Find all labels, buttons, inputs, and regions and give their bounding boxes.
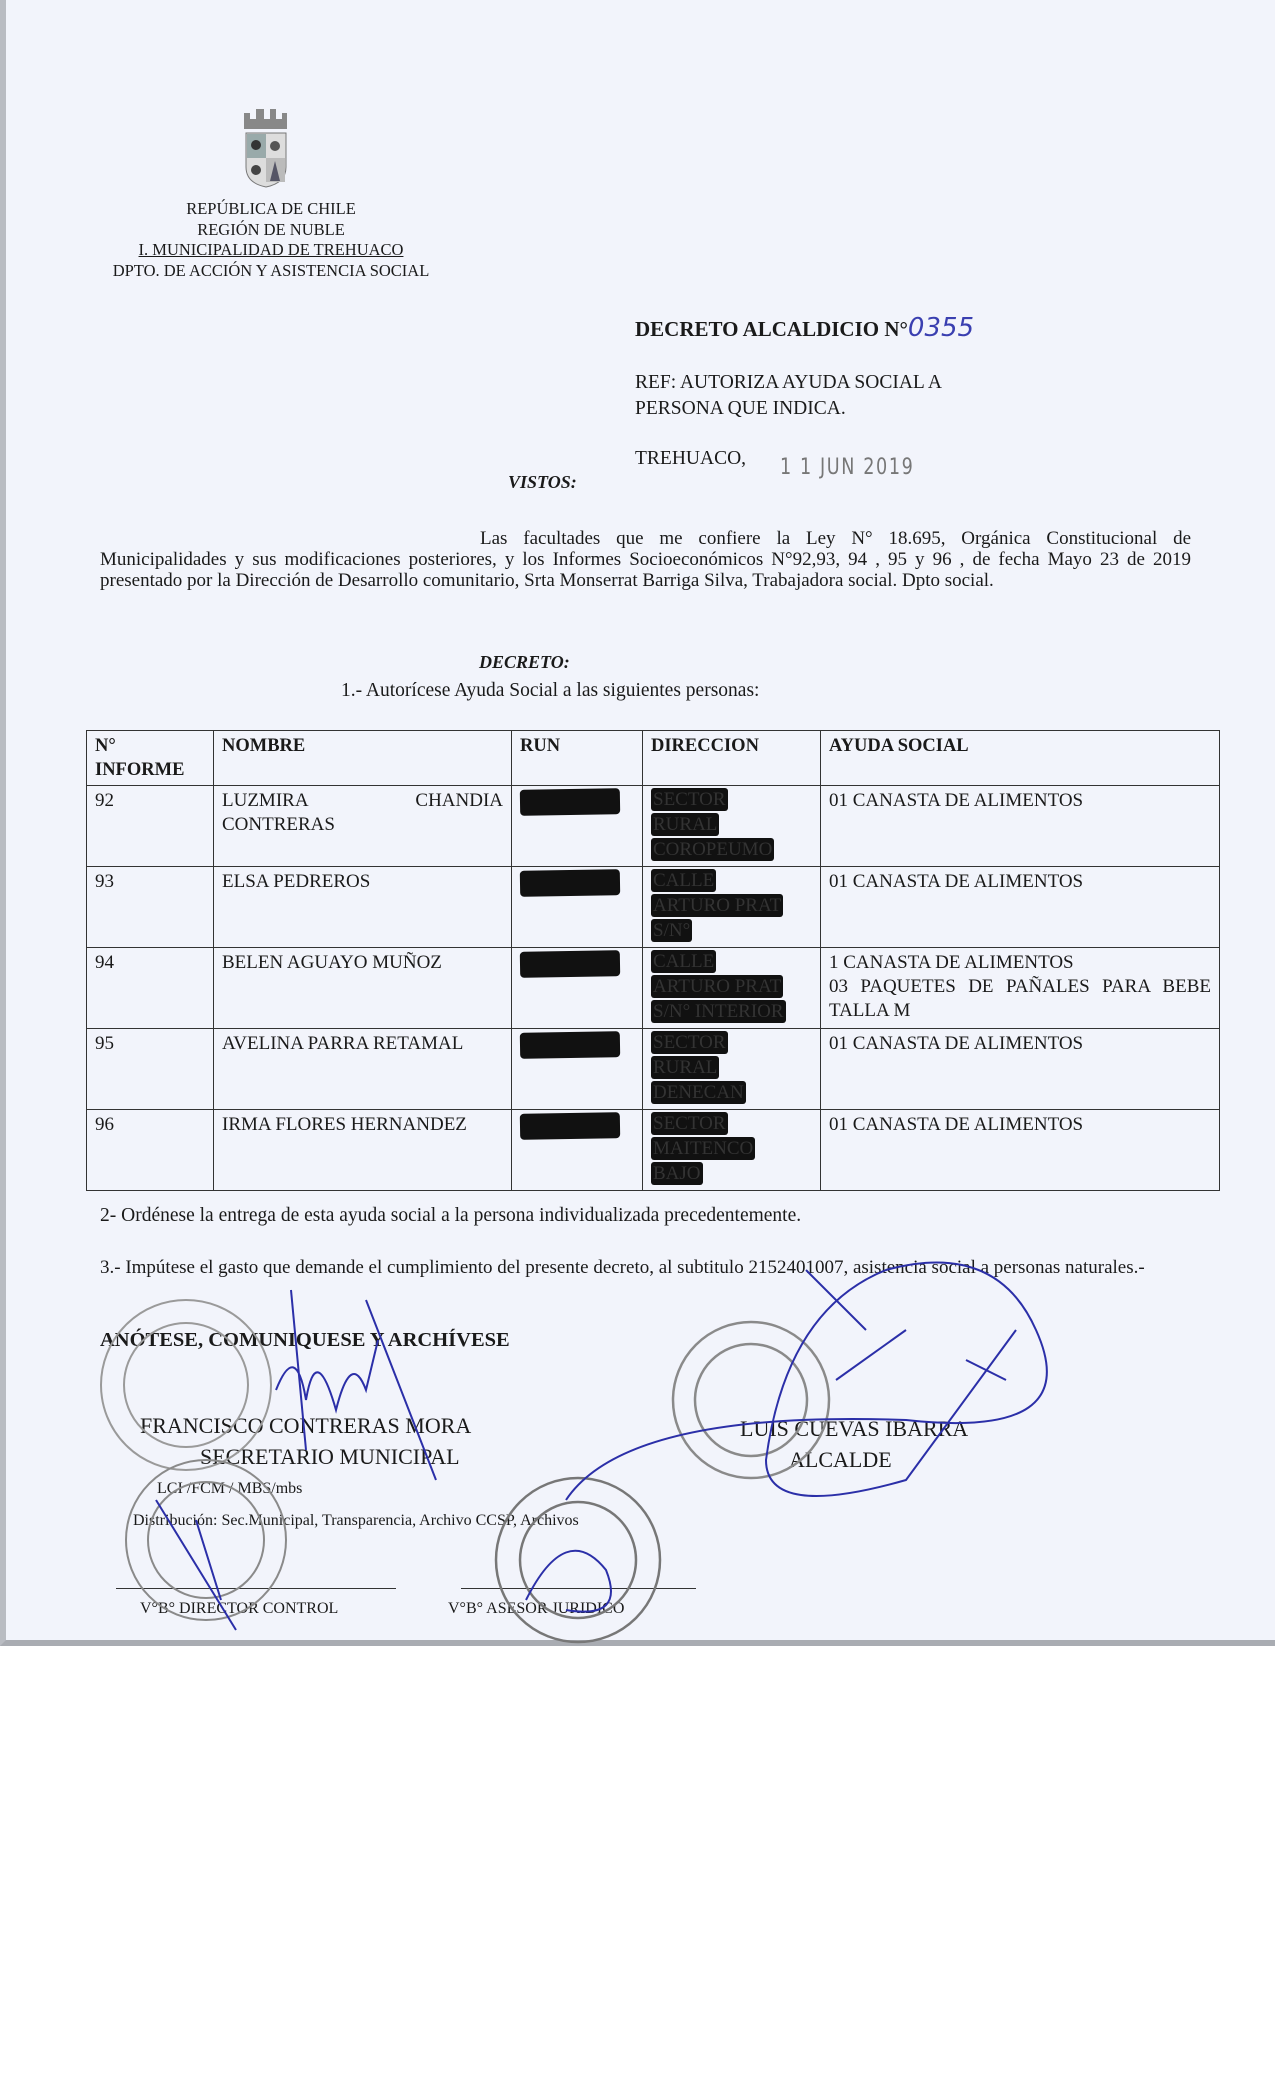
cell-nombre: BELEN AGUAYO MUÑOZ (214, 948, 512, 1029)
redacted-address-line: ARTURO PRAT (653, 895, 782, 916)
cell-ayuda (821, 867, 1220, 948)
letterhead-region: REGIÓN DE NUBLE (197, 219, 345, 239)
control-signature-line (116, 1588, 396, 1589)
col-header-run: RUN (512, 731, 643, 786)
coat-of-arms-logo (240, 107, 290, 189)
aid-item: 01 CANASTA DE ALIMENTOS (829, 1033, 1084, 1054)
redacted-address-line: CALLE (653, 951, 715, 972)
redacted-run (520, 1031, 620, 1059)
cell-informe: 95 (87, 1029, 214, 1110)
redacted-address-line: SECTOR (653, 1113, 726, 1134)
table-row (87, 1110, 1220, 1191)
redacted-address-line: BAJO (653, 1163, 701, 1184)
cell-direccion (643, 1110, 821, 1191)
aid-item: 01 CANASTA DE ALIMENTOS (829, 790, 1084, 811)
cell-informe: 94 (87, 948, 214, 1029)
cell-direccion (643, 1029, 821, 1110)
redacted-address-line: DENECAN (653, 1082, 744, 1103)
cell-direccion (643, 867, 821, 948)
cell-run (512, 786, 643, 867)
mayor-name: LUIS CUEVAS IBARRA (740, 1416, 969, 1441)
letterhead-country: REPÚBLICA DE CHILE (186, 199, 356, 218)
cell-informe: 96 (87, 1110, 214, 1191)
distribution: Distribución: Sec.Municipal, Transparencia, Archivo CCSP, Archivos (133, 1512, 579, 1529)
vistos-heading: VISTOS: (508, 472, 577, 492)
col-header-informe: N° INFORME (87, 731, 214, 786)
secretary-name: FRANCISCO CONTRERAS MORA (140, 1413, 472, 1438)
redacted-address-line: S/N° INTERIOR (653, 1001, 784, 1022)
col-header-nombre: NOMBRE (214, 731, 512, 786)
redacted-address-line: MAITENCO (653, 1138, 754, 1159)
redacted-address-line: SECTOR (653, 1032, 726, 1053)
cell-run (512, 1110, 643, 1191)
cell-ayuda (821, 1110, 1220, 1191)
cell-ayuda (821, 1029, 1220, 1110)
cell-ayuda (821, 948, 1220, 1029)
cell-nombre: ELSA PEDREROS (214, 867, 512, 948)
place: TREHUACO, (635, 448, 747, 469)
decree-title-text: DECRETO ALCALDICIO N° (635, 317, 908, 341)
vistos-paragraph: Las facultades que me confiere la Ley N° 18.695, Orgánica Constitucional de Municipalidades y sus modificaciones posteriores, y los Informes Socioeconómicos N°92,93, 94 , 95 y 96 , de fecha Mayo 23 de 2019 presentado por la Dirección de Desarrollo comunitario, Srta Monserrat Barriga Silva, Trabajadora social. Dpto social. (100, 528, 1191, 591)
redacted-address-line: COROPEUMO (653, 839, 773, 860)
redacted-address-line: CALLE (653, 870, 715, 891)
redacted-run (520, 869, 620, 897)
decree-item-1: 1.- Autorícese Ayuda Social a las siguientes personas: (341, 680, 760, 701)
cell-run (512, 948, 643, 1029)
cell-informe: 93 (87, 867, 214, 948)
decree-item-3: 3.- Impútese el gasto que demande el cumplimiento del presente decreto, al subtitulo 2152401007, asistencia social a personas naturales.- (100, 1257, 1145, 1278)
redacted-run (520, 788, 620, 816)
cell-direccion (643, 786, 821, 867)
redacted-address-line: ARTURO PRAT (653, 976, 782, 997)
table-row (87, 867, 1220, 948)
col-header-direccion: DIRECCION (643, 731, 821, 786)
ref-line-1: REF: AUTORIZA AYUDA SOCIAL A (635, 372, 943, 393)
juridico-signature-line (461, 1588, 696, 1589)
closing-formula: ANÓTESE, COMUNIQUESE Y ARCHÍVESE (100, 1329, 510, 1351)
decree-title (635, 313, 974, 343)
redacted-address-line: SECTOR (653, 789, 726, 810)
aid-item: 01 CANASTA DE ALIMENTOS (829, 1114, 1084, 1135)
vb-director-control: V°B° DIRECTOR CONTROL (140, 1600, 339, 1617)
cell-nombre: AVELINA PARRA RETAMAL (214, 1029, 512, 1110)
decree-item-2: 2- Ordénese la entrega de esta ayuda social a la persona individualizada precedentemente. (100, 1205, 802, 1226)
cell-ayuda (821, 786, 1220, 867)
cell-run (512, 867, 643, 948)
decree-number-handwritten: 0355 (907, 313, 975, 343)
beneficiaries-table (86, 730, 1220, 1191)
cell-direccion (643, 948, 821, 1029)
redacted-address-line: S/N° (653, 920, 691, 941)
redacted-run (520, 950, 620, 978)
ref-line-2: PERSONA QUE INDICA. (635, 398, 846, 419)
mayor-title: ALCALDE (789, 1447, 892, 1472)
initials: LCI /FCM / MBS/mbs (157, 1480, 303, 1497)
aid-item: 01 CANASTA DE ALIMENTOS (829, 871, 1084, 892)
table-header-row (87, 731, 1220, 786)
table-row (87, 1029, 1220, 1110)
redacted-address-line: RURAL (653, 1057, 718, 1078)
letterhead-department: DPTO. DE ACCIÓN Y ASISTENCIA SOCIAL (112, 260, 430, 280)
redacted-run (520, 1112, 620, 1140)
cell-run (512, 1029, 643, 1110)
decreto-heading: DECRETO: (479, 652, 570, 672)
cell-nombre: IRMA FLORES HERNANDEZ (214, 1110, 512, 1191)
table-row (87, 948, 1220, 1029)
letterhead-municipality: I. MUNICIPALIDAD DE TREHUACO (138, 240, 404, 259)
aid-item: 03 PAQUETES DE PAÑALES PARA BEBE TALLA M (829, 976, 1211, 1021)
cell-nombre: LUZMIRA CHANDIA CONTRERAS (214, 786, 512, 867)
date-stamp: 1 1 JUN 2019 (780, 455, 915, 480)
vb-asesor-juridico: V°B° ASESOR JURIDICO (448, 1600, 625, 1617)
cell-informe: 92 (87, 786, 214, 867)
redacted-address-line: RURAL (653, 814, 718, 835)
table-row (87, 786, 1220, 867)
aid-item: 1 CANASTA DE ALIMENTOS (829, 952, 1074, 973)
secretary-title: SECRETARIO MUNICIPAL (200, 1444, 460, 1469)
col-header-ayuda: AYUDA SOCIAL (821, 731, 1220, 786)
letterhead (111, 199, 431, 281)
